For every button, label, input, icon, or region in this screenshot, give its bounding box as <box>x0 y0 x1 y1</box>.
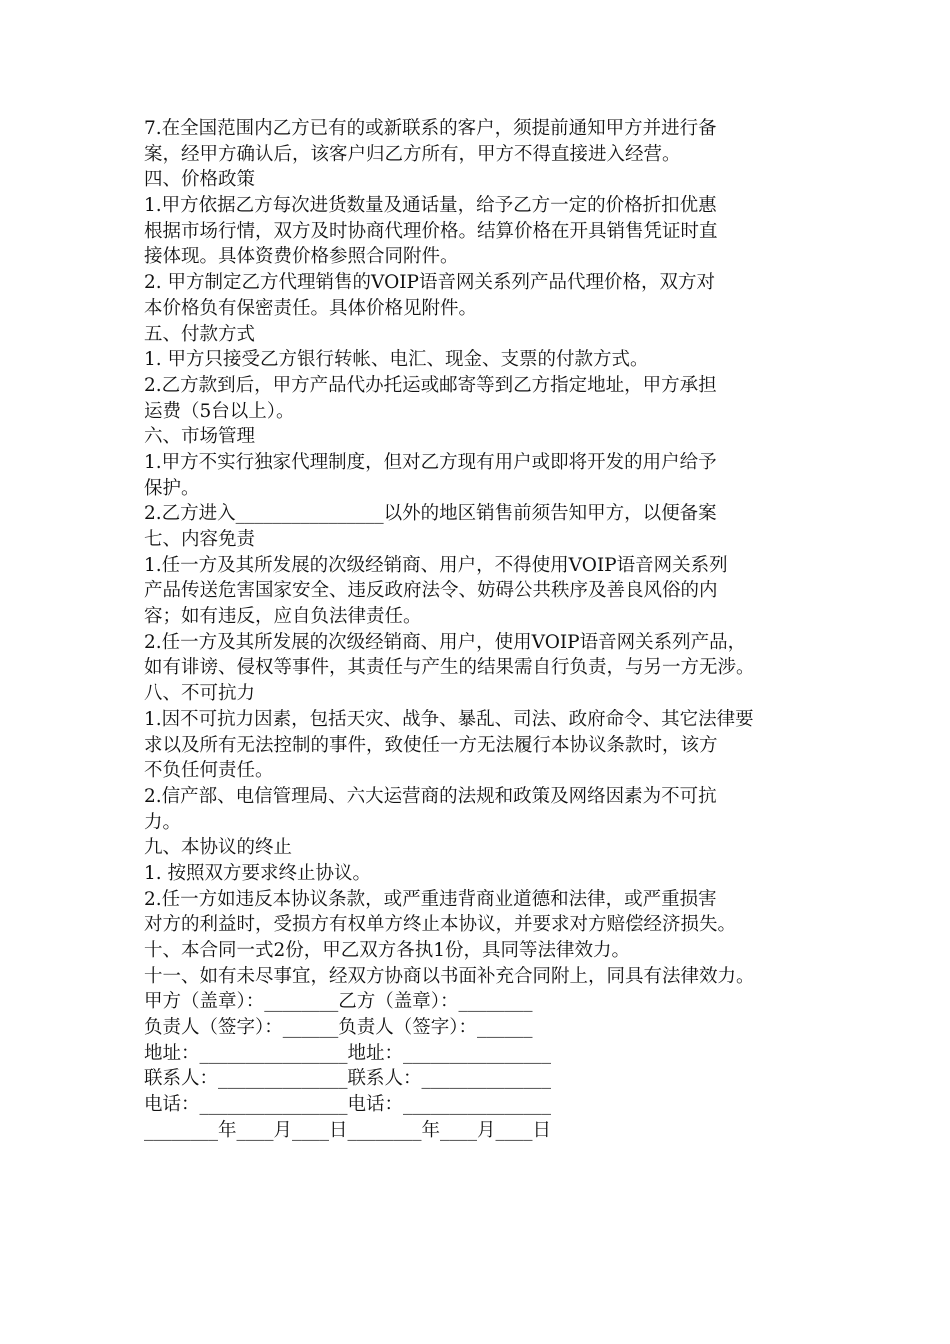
disclaimer-clause-1-line-1: 1.任一方及其所发展的次级经销商、用户，不得使用VOIP语音网关系列 <box>144 554 728 576</box>
termination-clause-1: 1. 按照双方要求终止协议。 <box>144 862 372 884</box>
section-heading-termination: 九、本协议的终止 <box>144 837 293 859</box>
signature-seal-line: 甲方（盖章）：________乙方（盖章）：________ <box>144 991 533 1013</box>
payment-clause-2-line-1: 2.乙方款到后，甲方产品代办托运或邮寄等到乙方指定地址，甲方承担 <box>144 374 717 396</box>
signature-address-line: 地址：________________地址：________________ <box>144 1042 552 1064</box>
price-clause-2-line-1: 2. 甲方制定乙方代理销售的VOIP语音网关系列产品代理价格，双方对 <box>144 272 715 294</box>
contract-text-page <box>144 116 824 1144</box>
force-majeure-clause-1-line-1: 1.因不可抗力因素，包括天灾、战争、暴乱、司法、政府命令、其它法律要 <box>144 708 754 730</box>
disclaimer-clause-2-line-2: 如有诽谤、侵权等事件，其责任与产生的结果需自行负责，与另一方无涉。 <box>144 657 755 679</box>
market-clause-1-line-1: 1.甲方不实行独家代理制度，但对乙方现有用户或即将开发的用户给予 <box>144 451 717 473</box>
section-heading-price-policy: 四、价格政策 <box>144 169 256 191</box>
market-clause-1-line-2: 保护。 <box>144 477 200 499</box>
market-clause-2: 2.乙方进入________________以外的地区销售前须告知甲方，以便备案 <box>144 503 717 525</box>
clause-7-line-2: 案，经甲方确认后，该客户归乙方所有，甲方不得直接进入经营。 <box>144 143 681 165</box>
price-clause-1-line-2: 根据市场行情，双方及时协商代理价格。结算价格在开具销售凭证时直 <box>144 220 718 242</box>
payment-clause-1: 1. 甲方只接受乙方银行转帐、电汇、现金、支票的付款方式。 <box>144 349 649 371</box>
clause-7-line-1: 7.在全国范围内乙方已有的或新联系的客户，须提前通知甲方并进行备 <box>144 118 717 139</box>
force-majeure-clause-2-line-2: 力。 <box>144 811 182 833</box>
section-heading-force-majeure: 八、不可抗力 <box>144 683 256 705</box>
force-majeure-clause-2-line-1: 2.信产部、电信管理局、六大运营商的法规和政策及网络因素为不可抗 <box>144 785 717 807</box>
section-heading-payment: 五、付款方式 <box>144 323 256 345</box>
signature-responsible-line: 负责人（签字）：______负责人（签字）：______ <box>144 1017 533 1039</box>
payment-clause-2-line-2: 运费（5台以上）。 <box>144 400 295 422</box>
signature-date-line: ________年____月____日________年____月____日 <box>144 1119 552 1141</box>
termination-clause-2-line-2: 对方的利益时，受损方有权单方终止本协议，并要求对方赔偿经济损失。 <box>144 914 737 936</box>
force-majeure-clause-1-line-2: 求以及所有无法控制的事件，致使任一方无法履行本协议条款时，该方 <box>144 734 718 756</box>
price-clause-1-line-1: 1.甲方依据乙方每次进货数量及通话量，给予乙方一定的价格折扣优惠 <box>144 195 717 217</box>
termination-clause-2-line-1: 2.任一方如违反本协议条款，或严重违背商业道德和法律，或严重损害 <box>144 888 717 910</box>
section-ten-copies: 十、本合同一式2份，甲乙双方各执1份，具同等法律效力。 <box>144 940 631 961</box>
force-majeure-clause-1-line-3: 不负任何责任。 <box>144 760 274 782</box>
disclaimer-clause-1-line-2: 产品传送危害国家安全、违反政府法令、妨碍公共秩序及善良风俗的内 <box>144 580 718 602</box>
price-clause-1-line-3: 接体现。具体资费价格参照合同附件。 <box>144 246 459 268</box>
disclaimer-clause-1-line-3: 容；如有违反，应自负法律责任。 <box>144 606 422 628</box>
price-clause-2-line-2: 本价格负有保密责任。具体价格见附件。 <box>144 297 478 319</box>
disclaimer-clause-2-line-1: 2.任一方及其所发展的次级经销商、用户，使用VOIP语音网关系列产品， <box>144 631 747 653</box>
section-heading-market: 六、市场管理 <box>144 426 256 448</box>
section-heading-disclaimer: 七、内容免责 <box>144 529 256 550</box>
signature-phone-line: 电话：________________电话：________________ <box>144 1094 552 1116</box>
section-eleven-supplement: 十一、如有未尽事宜，经双方协商以书面补充合同附上，同具有法律效力。 <box>144 965 755 987</box>
signature-contact-line: 联系人：______________联系人：______________ <box>144 1068 552 1090</box>
